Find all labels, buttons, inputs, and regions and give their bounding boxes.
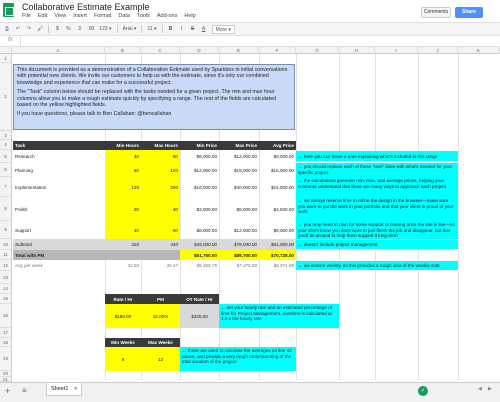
percent-format-button[interactable]: % [66,26,71,32]
toolbar-divider [48,25,49,33]
more-toolbar-dropdown[interactable]: More ▾ [212,25,235,34]
column-header-g[interactable]: G [296,47,339,54]
max-price-cell[interactable]: $12,000.00 [234,154,257,159]
min-price-cell[interactable]: $18,000.00 [194,184,217,190]
max-hours-cell[interactable]: 80 [141,221,180,239]
menu-view[interactable]: View [54,13,67,19]
row-header-4[interactable]: 4 [0,140,12,150]
menu-format[interactable]: Format [93,13,112,19]
min-hours-cell[interactable]: 40 [105,150,141,163]
intro-paragraph: This document is provided as a demonstration of a Collaborative Estimate used by Sparkbox in initial conversations with potential new clients. We invite our customers to help us with the estimate, since it's only our combined knowledge and experience that can make for a successful project. [17,67,288,86]
menu-help[interactable]: Help [184,13,196,19]
row-header-6[interactable]: 6 [0,163,12,177]
note-cell[interactable]: ← we always reserve time to refine the design in the browser—make sure you want to put the work in your portfolio and that your client is proud of your work [296,197,458,221]
max-hours-cell[interactable]: 120 [141,163,180,177]
toolbar [0,22,500,36]
all-sheets-button[interactable]: ≡ [22,386,27,395]
avg-price-cell[interactable]: $4,500.00 [273,206,294,212]
task-name[interactable]: Implementation [15,184,47,190]
app-bar [0,0,500,22]
add-sheet-button[interactable]: + [5,386,11,396]
row-header-14[interactable]: 14 [0,284,12,294]
row-header-21[interactable]: 21 [0,377,12,382]
column-header-c[interactable]: C [141,47,180,54]
column-header-e[interactable]: E [219,47,259,54]
min-hours-cell[interactable]: 20 [105,197,141,221]
ot-rate-value[interactable]: $225.00 [180,304,219,328]
max-price-cell[interactable]: $18,000.00 [234,167,257,173]
column-headers [0,47,500,54]
avg-week-min-hours[interactable]: 32.50 [127,263,139,268]
row-header-18[interactable]: 18 [0,338,12,347]
row-header-16[interactable]: 16 [0,304,12,328]
max-price-cell[interactable]: $6,000.00 [236,206,257,212]
toolbar-divider [117,25,118,33]
note-cell[interactable]: ← we invoice weekly, so this provides a rough idea of the weekly cost [296,261,458,270]
print-icon[interactable]: ⎙ [4,26,9,32]
column-header-b[interactable]: B [105,47,141,54]
bold-button[interactable]: B [168,26,173,32]
avg-week-min-price[interactable]: $6,468.75 [196,263,217,268]
row-header-15[interactable]: 15 [0,294,12,304]
note-cell[interactable]: ← these are used to calculate the averages on line 12 above, and provide a very rough understanding of the total duration of the project [180,347,296,371]
note-cell[interactable]: ← the calculations generate min, max, and average prices, helping your customer understand that there are many ways to approach each project [296,177,458,197]
header-rate[interactable]: Rate / Hr [105,294,141,304]
intro-text-cell[interactable] [13,64,295,130]
document-title[interactable]: Collaborative Estimate Example [22,2,150,12]
decrease-decimal-button[interactable]: .0 [77,26,82,32]
header-task[interactable]: Task [13,141,105,150]
header-min-price[interactable]: Min Price [180,141,219,150]
header-max-price[interactable]: Max Price [219,141,259,150]
sheet-tab-sheet1[interactable] [46,383,82,396]
min-hours-cell[interactable]: 120 [105,177,141,197]
column-header-k[interactable]: K [458,47,500,54]
min-price-cell[interactable]: $3,000.00 [196,206,217,212]
comments-button[interactable]: Comments [421,7,451,18]
column-header-h[interactable]: H [339,47,375,54]
menu-tools[interactable]: Tools [137,13,150,19]
note-cell[interactable]: ← you should replace each of these "task" lines with what's needed for your specific project [296,163,458,177]
explore-icon[interactable]: ✓ [418,386,428,396]
min-price-cell[interactable]: $6,000.00 [196,227,217,233]
undo-icon[interactable]: ↶ [15,26,21,32]
total-max-price[interactable]: $89,700.00 [219,250,259,260]
header-pm[interactable]: PM [141,294,180,304]
subtotal-min-price[interactable]: $45,000.00 [180,239,219,250]
header-avg-price[interactable]: Avg Price [259,141,296,150]
avg-price-cell[interactable]: $9,000.00 [273,227,294,233]
row-header-7[interactable]: 7 [0,177,12,197]
header-max-hours[interactable]: Max Hours [141,141,180,150]
note-cell[interactable]: ← doesn't include project management [296,240,458,249]
row-header-9[interactable]: 9 [0,221,12,239]
menu-data[interactable]: Data [118,13,130,19]
total-label[interactable]: Total with PM [13,250,180,260]
note-cell[interactable]: ← you may need to plan for some support or training once the site is live—let your client know you don't want to just finish the job and disappear, but that you'll be around to help them support it long-term [296,221,458,239]
menu-bar [22,13,196,19]
row-header-20[interactable]: 20 [0,371,12,377]
avg-week-label[interactable]: Avg per week [15,263,43,268]
subtotal-max-price[interactable]: $78,000.00 [219,239,259,250]
row-header-19[interactable]: 19 [0,347,12,371]
scroll-right-icon[interactable]: ▶ [488,386,492,392]
intro-contact: If you have questions, please talk to Ben Callahan: @bencallahan [17,111,172,118]
column-header-a[interactable]: A [12,47,105,54]
min-hours-cell[interactable]: 80 [105,163,141,177]
header-max-weeks[interactable]: Max Weeks [141,338,180,347]
row-header-17[interactable]: 17 [0,328,12,338]
row-header-2[interactable]: 2 [0,63,12,131]
formula-input[interactable] [20,37,490,46]
menu-addons[interactable]: Add-ons [156,13,178,19]
sheet-tab-label: Sheet1 [51,386,69,392]
row-header-1[interactable]: 1 [0,54,12,63]
menu-file[interactable]: File [22,13,31,19]
min-price-cell[interactable]: $6,000.00 [196,154,217,159]
strikethrough-button[interactable]: S [190,26,195,32]
paint-format-icon[interactable]: 🖌 [37,26,44,32]
font-size-dropdown[interactable]: 11 ▾ [147,26,157,32]
scroll-left-icon[interactable]: ◀ [478,386,482,392]
task-name[interactable]: Support [15,227,32,233]
max-price-cell[interactable]: $12,000.00 [234,227,257,233]
row-header-13[interactable]: 13 [0,271,12,284]
task-name[interactable]: Planning [15,167,33,173]
row-header-8[interactable]: 8 [0,197,12,221]
header-min-hours[interactable]: Min Hours [105,141,141,150]
subtotal-min-hours[interactable]: 260 [105,239,141,250]
subtotal-label[interactable]: Subtotal [13,239,105,250]
max-hours-cell[interactable]: 200 [141,177,180,197]
total-min-price[interactable]: $51,750.00 [180,250,219,260]
max-price-cell[interactable]: $30,000.00 [234,184,257,190]
column-header-i[interactable]: I [375,47,418,54]
toolbar-divider [141,25,142,33]
row-header-5[interactable]: 5 [0,150,12,163]
fx-icon: fx [8,37,13,43]
avg-price-cell[interactable]: $24,000.00 [271,184,294,190]
rate-value[interactable]: $150.00 [105,304,141,328]
text-color-button[interactable]: A [201,26,206,32]
min-weeks-value[interactable]: 8 [105,347,141,371]
column-header-f[interactable]: F [259,47,296,54]
row-header-11[interactable]: 11 [0,250,12,260]
avg-price-cell[interactable]: $15,000.00 [271,167,294,173]
avg-week-avg-price[interactable]: $6,971.88 [273,263,294,268]
more-formats-dropdown[interactable]: 123 ▾ [99,26,112,32]
increase-decimal-button[interactable]: .00 [87,26,95,32]
task-name[interactable]: Research [15,154,35,159]
currency-format-button[interactable]: $ [55,26,59,32]
pm-value[interactable]: 15.00% [141,304,180,328]
header-ot-rate[interactable]: OT Rate / Hr [180,294,219,304]
min-price-cell[interactable]: $12,000.00 [194,167,217,173]
formula-bar [0,36,500,47]
task-name[interactable]: Polish [15,206,28,212]
menu-insert[interactable]: Insert [73,13,87,19]
share-button[interactable]: Share [455,7,483,18]
intro-paragraph: The "Task" column below should be replaced with the tasks needed for a given project. The min and max hour columns allow you to make a rough estimate quickly by specifying a range. The rest of the fields are calculated based on the yellow highlighted fields. [17,89,276,109]
min-hours-cell[interactable]: 40 [105,221,141,239]
max-weeks-value[interactable]: 12 [141,347,180,371]
sheets-logo-icon[interactable] [3,3,14,17]
avg-week-max-price[interactable]: $7,475.00 [236,263,257,268]
font-family-dropdown[interactable]: Arial ▾ [122,26,137,32]
row-header-3[interactable]: 3 [0,131,12,140]
total-avg-price[interactable]: $70,725.00 [259,250,296,260]
header-min-weeks[interactable]: Min Weeks [105,338,141,347]
menu-edit[interactable]: Edit [37,13,48,19]
subtotal-max-hours[interactable]: 440 [141,239,180,250]
redo-icon[interactable]: ↷ [26,26,32,32]
sheet-tabs-bar [0,382,500,402]
column-header-d[interactable]: D [180,47,219,54]
column-header-j[interactable]: J [418,47,458,54]
select-all-corner[interactable] [0,47,12,54]
chevron-down-icon[interactable]: ▾ [74,386,77,392]
row-header-10[interactable]: 10 [0,239,12,250]
max-hours-cell[interactable]: 80 [141,150,180,163]
max-hours-cell[interactable]: 40 [141,197,180,221]
subtotal-avg-price[interactable]: $61,500.00 [259,239,296,250]
italic-button[interactable]: I [180,26,183,32]
note-cell[interactable]: ← here you can leave a note explaining what's included in this range [296,151,458,161]
avg-week-max-hours[interactable]: 36.67 [166,263,178,268]
toolbar-divider [162,25,163,33]
row-header-12[interactable]: 12 [0,260,12,271]
note-cell[interactable]: ← set your hourly rate and an estimated percentage of time for Project Management, overtime is calculated at 1.5 x the hourly rate [219,304,339,328]
avg-price-cell[interactable]: $9,000.00 [273,154,294,159]
